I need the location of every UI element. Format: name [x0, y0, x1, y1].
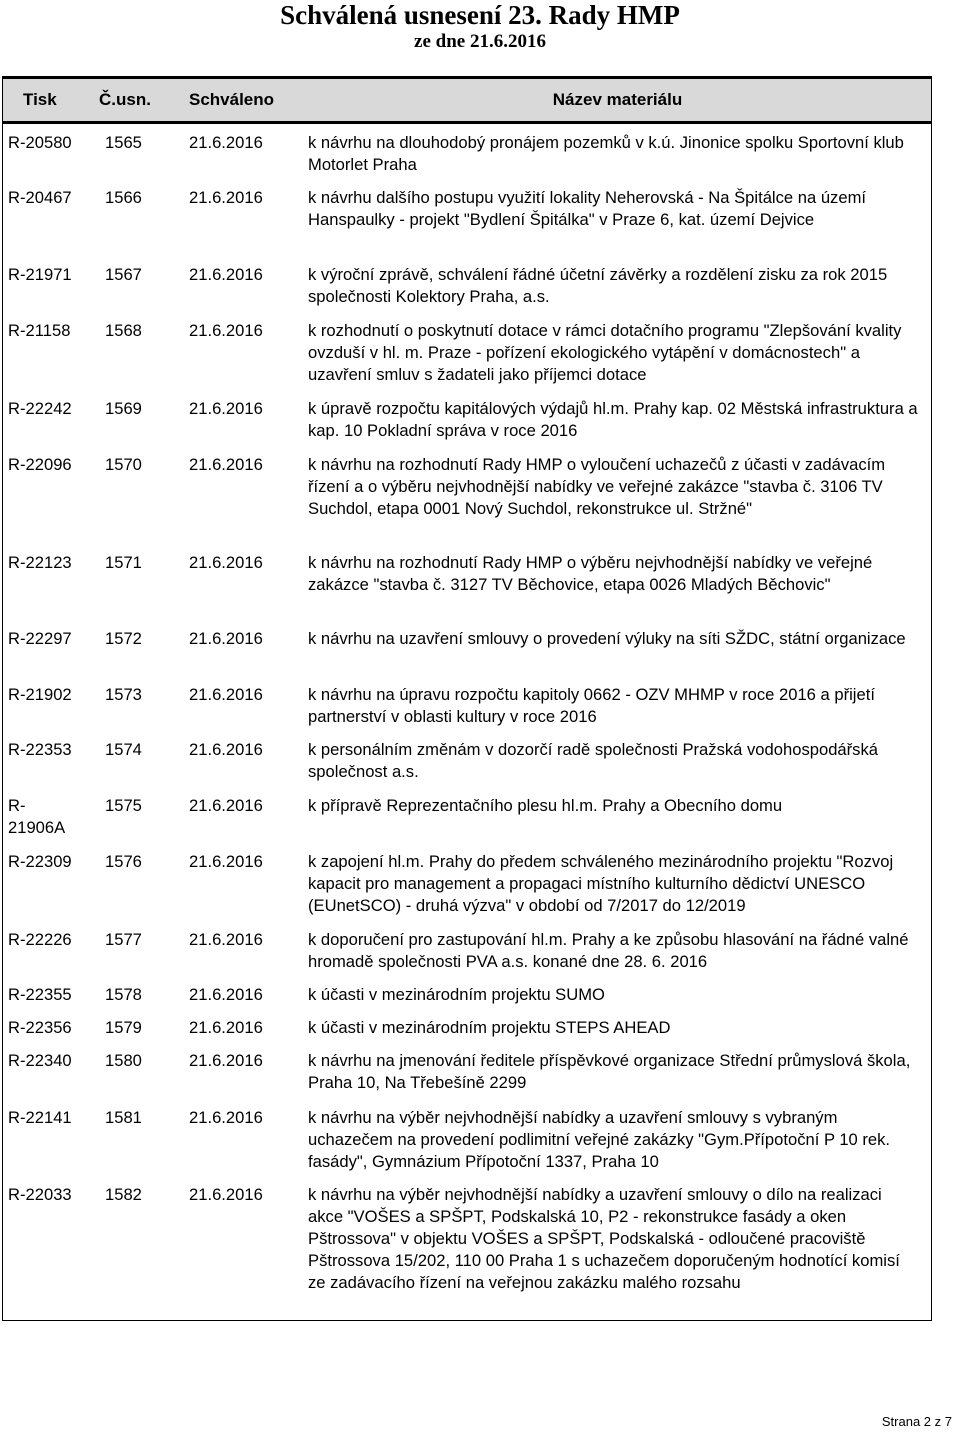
cell-tisk: R-22340: [8, 1051, 72, 1070]
cell-datum: 21.6.2016: [189, 740, 263, 759]
cell-cislo: 1568: [105, 321, 142, 340]
document-title: Schválená usnesení 23. Rady HMP: [280, 0, 680, 30]
header-tisk: Tisk: [23, 90, 57, 109]
cell-datum: 21.6.2016: [189, 985, 263, 1004]
cell-tisk: R-22242: [8, 399, 72, 418]
cell-cislo: 1573: [105, 685, 142, 704]
header-cislo-usneseni: Č.usn.: [99, 90, 151, 109]
cell-nazev: k návrhu na dlouhodobý pronájem pozemků v k.ú. Jinonice spolku Sportovní klub Motorlet Praha: [308, 133, 904, 174]
cell-tisk: R-22355: [8, 985, 72, 1004]
cell-datum: 21.6.2016: [189, 1051, 263, 1070]
cell-cislo: 1570: [105, 455, 142, 474]
cell-datum: 21.6.2016: [189, 1108, 263, 1127]
cell-cislo: 1580: [105, 1051, 142, 1070]
cell-datum: 21.6.2016: [189, 796, 263, 815]
cell-tisk: [8, 795, 103, 839]
cell-tisk: R-22123: [8, 553, 72, 572]
cell-nazev: k výroční zprávě, schválení řádné účetní závěrky a rozdělení zisku za rok 2015 společnosti Kolektory Praha, a.s.: [308, 265, 888, 306]
cell-tisk: R-20467: [8, 188, 72, 207]
cell-cislo: 1569: [105, 399, 142, 418]
cell-datum: 21.6.2016: [189, 265, 263, 284]
cell-cislo: 1576: [105, 852, 142, 871]
cell-cislo: 1571: [105, 553, 142, 572]
cell-tisk: R-21902: [8, 685, 72, 704]
cell-nazev: k návrhu dalšího postupu využití lokality Neherovská - Na Špitálce na území Hanspaulky - projekt "Bydlení Špitálka" v Praze 6, kat. území Dejvice: [308, 188, 867, 229]
cell-nazev: k personálním změnám v dozorčí radě společnosti Pražská vodohospodářská společnost a.s.: [308, 740, 879, 781]
cell-datum: 21.6.2016: [189, 685, 263, 704]
cell-datum: 21.6.2016: [189, 629, 263, 648]
cell-cislo: 1575: [105, 796, 142, 815]
cell-tisk: R-22297: [8, 629, 72, 648]
cell-cislo: 1579: [105, 1018, 142, 1037]
cell-datum: 21.6.2016: [189, 455, 263, 474]
cell-nazev: k návrhu na rozhodnutí Rady HMP o vyloučení uchazečů z účasti v zadávacím řízení a o výběru nejvhodnější nabídky ve veřejné zakázce "stavba č. 3106 TV Suchdol, etapa 0001 Nový Suchdol, rekonstrukce ul. Stržné": [308, 455, 886, 518]
cell-cislo: 1577: [105, 930, 142, 949]
cell-tisk-text: R-21906A: [8, 796, 66, 837]
cell-cislo: 1565: [105, 133, 142, 152]
cell-nazev: k rozhodnutí o poskytnutí dotace v rámci dotačního programu "Zlepšování kvality ovzduší v hl. m. Praze - pořízení ekologického vytápění v domácnostech" a uzavření smluv s žadateli jako příjemci dotace: [308, 321, 902, 384]
cell-nazev: k návrhu na uzavření smlouvy o provedení výluky na síti SŽDC, státní organizace: [308, 629, 906, 648]
cell-datum: 21.6.2016: [189, 321, 263, 340]
header-nazev-materialu: Název materiálu: [552, 90, 683, 109]
table-header: [3, 76, 931, 124]
cell-tisk: R-22353: [8, 740, 72, 759]
cell-tisk: R-22141: [8, 1108, 72, 1127]
cell-nazev: k návrhu na rozhodnutí Rady HMP o výběru nejvhodnější nabídky ve veřejné zakázce "stavba č. 3127 TV Běchovice, etapa 0026 Mladých Běchovic": [308, 553, 873, 594]
cell-nazev: k přípravě Reprezentačního plesu hl.m. Prahy a Obecního domu: [308, 796, 783, 815]
cell-cislo: 1566: [105, 188, 142, 207]
cell-tisk: R-20580: [8, 133, 72, 152]
cell-datum: 21.6.2016: [189, 852, 263, 871]
cell-datum: 21.6.2016: [189, 930, 263, 949]
cell-cislo: 1578: [105, 985, 142, 1004]
cell-datum: 21.6.2016: [189, 1018, 263, 1037]
cell-tisk: R-22033: [8, 1185, 72, 1204]
cell-nazev: k návrhu na jmenování ředitele příspěvkové organizace Střední průmyslová škola, Praha 10, Na Třebešíně 2299: [308, 1051, 911, 1092]
cell-cislo: 1574: [105, 740, 142, 759]
document-subtitle: ze dne 21.6.2016: [414, 31, 546, 52]
cell-datum: 21.6.2016: [189, 133, 263, 152]
cell-nazev: k doporučení pro zastupování hl.m. Prahy a ke způsobu hlasování na řádné valné hromadě společnosti PVA a.s. konané dne 28. 6. 2016: [308, 930, 909, 971]
cell-datum: 21.6.2016: [189, 1185, 263, 1204]
cell-nazev: k účasti v mezinárodním projektu SUMO: [308, 985, 605, 1004]
cell-tisk: R-22356: [8, 1018, 72, 1037]
cell-nazev: k návrhu na výběr nejvhodnější nabídky a uzavření smlouvy s vybraným uchazečem na provedení podlimitní veřejné zakázky "Gym.Přípotoční P 10 rek. fasády", Gymnázium Přípotoční 1337, Praha 10: [308, 1108, 891, 1171]
cell-nazev: k zapojení hl.m. Prahy do předem schváleného mezinárodního projektu "Rozvoj kapacit pro management a propagaci místního kulturního dědictví UNESCO (EUnetSCO) - druhá výzva" v období od 7/2017 do 12/2019: [308, 852, 894, 915]
cell-datum: 21.6.2016: [189, 399, 263, 418]
cell-nazev: k účasti v mezinárodním projektu STEPS AHEAD: [308, 1018, 671, 1037]
cell-tisk: R-21158: [8, 321, 71, 340]
cell-tisk: R-22096: [8, 455, 72, 474]
cell-nazev: k návrhu na úpravu rozpočtu kapitoly 0662 - OZV MHMP v roce 2016 a přijetí partnerství v oblasti kultury v roce 2016: [308, 685, 875, 726]
cell-cislo: 1581: [105, 1108, 142, 1127]
cell-cislo: 1572: [105, 629, 142, 648]
cell-tisk: R-22309: [8, 852, 72, 871]
cell-cislo: 1582: [105, 1185, 142, 1204]
cell-nazev: k úpravě rozpočtu kapitálových výdajů hl.m. Prahy kap. 02 Městská infrastruktura a kap. 10 Pokladní správa v roce 2016: [308, 399, 918, 440]
cell-cislo: 1567: [105, 265, 142, 284]
cell-datum: 21.6.2016: [189, 188, 263, 207]
cell-tisk: R-22226: [8, 930, 72, 949]
cell-tisk: R-21971: [8, 265, 72, 284]
resolutions-table: [2, 76, 932, 1321]
header-schvaleno: Schváleno: [189, 90, 275, 109]
cell-datum: 21.6.2016: [189, 553, 263, 572]
cell-nazev: k návrhu na výběr nejvhodnější nabídky a uzavření smlouvy o dílo na realizaci akce "VOŠES a SPŠPT, Podskalská 10, P2 - rekonstrukce fasády a oken Pštrossova" v objektu VOŠES a SPŠPT, Podskalská - odloučené pracoviště Pštrossova 15/202, 110 00 Praha 1 s uchazečem doporučeným hodnotící komisí ze zadávacího řízení na veřejnou zakázku malého rozsahu: [308, 1185, 900, 1292]
page-number: Strana 2 z 7: [881, 1414, 952, 1429]
